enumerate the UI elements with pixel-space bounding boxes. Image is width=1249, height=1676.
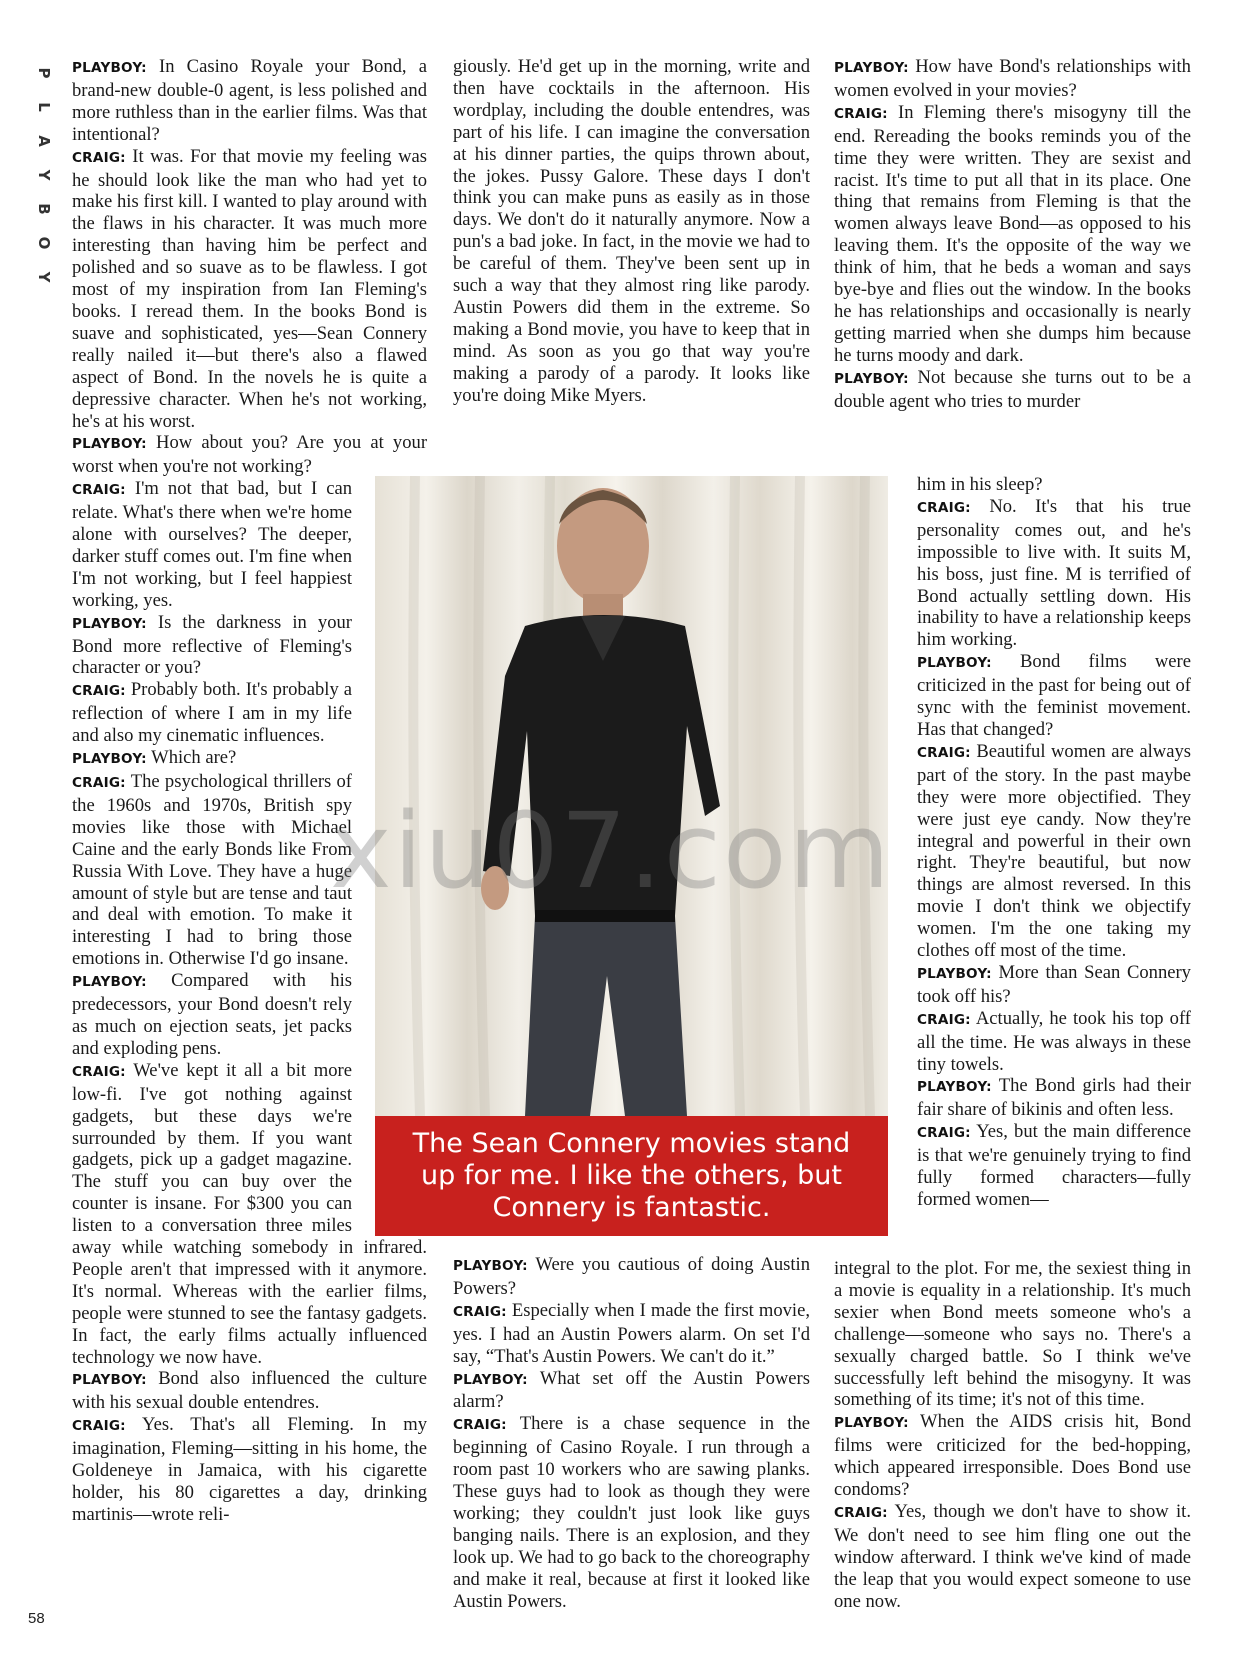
qa-paragraph bbox=[834, 1258, 1191, 1411]
pull-quote-text: The Sean Connery movies stand up for me. I like the others, but Connery is fantastic. bbox=[412, 1128, 851, 1223]
qa-paragraph bbox=[917, 1008, 1191, 1076]
speaker-label: PLAYBOY: bbox=[453, 1258, 528, 1274]
speaker-label: PLAYBOY: bbox=[72, 974, 147, 991]
speaker-label: CRAIG: bbox=[917, 1011, 971, 1028]
qa-paragraph bbox=[917, 474, 1191, 496]
speaker-label: PLAYBOY: bbox=[72, 751, 147, 768]
qa-text: Which are? bbox=[151, 747, 237, 769]
qa-text: Yes, but the main difference is that we're genuinely trying to find fully formed characters—fully formed women— bbox=[917, 1121, 1191, 1210]
column-2-top bbox=[453, 56, 810, 407]
qa-paragraph bbox=[917, 1121, 1191, 1211]
speaker-label: PLAYBOY: bbox=[917, 965, 992, 982]
speaker-label: CRAIG: bbox=[917, 499, 971, 516]
qa-text: Compared with his predecessors, your Bond doesn't rely as much on ejection seats, jet packs and exploding pens. bbox=[72, 970, 352, 1059]
speaker-label: PLAYBOY: bbox=[72, 60, 147, 76]
speaker-label: CRAIG: bbox=[834, 105, 888, 122]
qa-text: How have Bond's relationships with women evolved in your movies? bbox=[834, 56, 1191, 101]
qa-text: In Casino Royale your Bond, a brand-new double-0 agent, is less polished and more ruthless than in the earlier films. Was that intentional? bbox=[72, 56, 427, 145]
logo-letter: B bbox=[35, 203, 53, 215]
speaker-label: CRAIG: bbox=[917, 1125, 971, 1142]
qa-text: What set off the Austin Powers alarm? bbox=[453, 1367, 810, 1413]
qa-text: Not because she turns out to be a double agent who tries to murder bbox=[834, 366, 1191, 412]
qa-paragraph bbox=[917, 962, 1191, 1008]
qa-text: Actually, he took his top off all the time. He was always in these tiny towels. bbox=[917, 1007, 1191, 1075]
qa-paragraph bbox=[453, 1413, 810, 1612]
qa-text: No. It's that his true personality comes out, and he's impossible to live with. It suits M, his boss, just fine. M is terrified of Bond actually settling down. His inability to have a relationship keeps him working. bbox=[917, 495, 1191, 651]
qa-paragraph bbox=[917, 741, 1191, 962]
speaker-label: PLAYBOY: bbox=[72, 436, 147, 453]
qa-paragraph bbox=[834, 1411, 1191, 1501]
qa-paragraph bbox=[453, 1300, 810, 1368]
qa-text: integral to the plot. For me, the sexiest thing in a movie is equality in a relationship. It's much sexier when Bond meets someone who's a challenge—someone who says no. There's a sexually charged battle. So I think we've successfully left behind the misogyny. It was something of its time; it's not of this time. bbox=[834, 1258, 1191, 1411]
qa-text: The psychological thrillers of the 1960s and 1970s, British spy movies like those with Michael Caine and the early Bonds like From Russia With Love. They have a huge amount of style but are tense and taut and deal with emotion. To make it interesting I had to bring those emotions in. Otherwise I'd go insane. bbox=[72, 771, 353, 970]
qa-text: We've kept it all a bit more low-fi. I've got nothing against gadgets, but these days we're surrounded by them. If you want gadgets, pick up a gadget magazine. The stuff you can buy over the counter is insane. For $300 you can listen to a conversation three miles away while watching somebody in infrared. People aren't that impressed with it anymore. It's normal. Whereas with the earlier films, people were stunned to see the fantasy gadgets. In fact, the early films actually influenced technology we now have. bbox=[72, 1059, 427, 1368]
qa-text: It was. For that movie my feeling was he should look like the man who had yet to make his first kill. I wanted to play around with the flaws in his character. It was much more interesting than having him be perfect and polished and so suave as to be flawless. I got most of my inspiration from Ian Fleming's books. I reread them. In the books Bond is suave and sophisticated, yes—Sean Connery really nailed it—but there's also a flawed aspect of Bond. In the novels he is quite a depressive character. When he's not working, he's at his worst. bbox=[72, 145, 427, 432]
logo-letter: O bbox=[35, 236, 53, 250]
qa-text: More than Sean Connery took off his? bbox=[917, 961, 1191, 1007]
qa-text: Is the darkness in your Bond more reflective of Fleming's character or you? bbox=[72, 611, 353, 679]
qa-text: Especially when I made the first movie, yes. I had an Austin Powers alarm. On set I'd say, “That's Austin Powers. We can't do it.” bbox=[453, 1299, 810, 1367]
speaker-label: PLAYBOY: bbox=[834, 60, 909, 76]
speaker-label: CRAIG: bbox=[72, 1418, 126, 1435]
qa-paragraph bbox=[917, 496, 1191, 651]
qa-text: Bond films were criticized in the past for being out of sync with the feminist movement. Has that changed? bbox=[917, 651, 1192, 740]
pull-quote bbox=[375, 1116, 888, 1236]
logo-letter: Y bbox=[35, 169, 53, 181]
speaker-label: PLAYBOY: bbox=[917, 655, 992, 672]
qa-paragraph bbox=[72, 146, 427, 433]
magazine-vertical-logo bbox=[27, 56, 53, 294]
qa-paragraph bbox=[917, 651, 1191, 741]
qa-text: Yes. That's all Fleming. In my imagination, Fleming—sitting in his home, the Goldeneye in Jamaica, with his cigarette holder, his 80 cigarettes a day, drinking martinis—wrote reli- bbox=[72, 1414, 427, 1525]
qa-paragraph bbox=[72, 56, 427, 146]
speaker-label: CRAIG: bbox=[72, 1063, 126, 1080]
qa-paragraph bbox=[453, 1254, 810, 1300]
speaker-label: CRAIG: bbox=[453, 1417, 507, 1434]
speaker-label: CRAIG: bbox=[834, 1504, 888, 1521]
page-number: 58 bbox=[28, 1610, 45, 1627]
qa-paragraph bbox=[917, 1075, 1191, 1121]
qa-text: I'm not that bad, but I can relate. What's there when we're home alone with ourselves? The deeper, darker stuff comes out. I'm fine when I'm not working, but I feel happiest working, yes. bbox=[72, 478, 352, 611]
column-3-middle bbox=[917, 474, 1191, 1211]
qa-text: There is a chase sequence in the beginning of Casino Royale. I run through a room past 10 workers who are sawing planks. These guys had to look as though they were working; they couldn't just look like guys banging nails. There is an explosion, and they look up. We had to go back to the choreography and make it real, because at first it looked like Austin Powers. bbox=[453, 1413, 810, 1612]
qa-text: In Fleming there's misogyny till the end. Rereading the books reminds you of the time they were written. They are sexist and racist. It's time to put all that in its place. One thing that remains from Fleming is that the women always leave Bond—as opposed to his leaving them. It's the opposite of the way we think of him, that he beds a woman and says bye-bye and flies out the window. In the books he has relationships and occasionally is nearly getting married when she dumps him because he turns moody and dark. bbox=[834, 101, 1191, 366]
logo-letter: P bbox=[35, 67, 53, 79]
watermark-text: xiu07.com bbox=[330, 790, 892, 912]
speaker-label: PLAYBOY: bbox=[917, 1079, 992, 1096]
column-3-top bbox=[834, 56, 1191, 413]
qa-paragraph bbox=[834, 1501, 1191, 1613]
qa-paragraph bbox=[834, 102, 1191, 367]
speaker-label: CRAIG: bbox=[72, 683, 126, 700]
logo-letter: Y bbox=[35, 271, 53, 283]
column-3-bottom bbox=[834, 1258, 1191, 1613]
qa-text: him in his sleep? bbox=[917, 474, 1043, 495]
logo-letter: A bbox=[35, 135, 53, 147]
qa-paragraph bbox=[72, 1414, 427, 1526]
qa-paragraph bbox=[453, 1368, 810, 1414]
speaker-label: PLAYBOY: bbox=[834, 370, 909, 387]
qa-text: Bond also influenced the culture with his sexual double entendres. bbox=[72, 1368, 427, 1414]
speaker-label: PLAYBOY: bbox=[453, 1371, 528, 1388]
speaker-label: PLAYBOY: bbox=[72, 1372, 147, 1389]
qa-paragraph bbox=[834, 56, 1191, 102]
qa-text: When the AIDS crisis hit, Bond films were criticized for the bed-hopping, which appeared irresponsible. Does Bond use condoms? bbox=[834, 1411, 1191, 1501]
column-2-bottom bbox=[453, 1254, 810, 1613]
qa-text: Yes, though we don't have to show it. We don't need to see him fling one out the window afterward. I think we've kind of made the leap that you would expect someone to use one now. bbox=[834, 1500, 1191, 1612]
speaker-label: CRAIG: bbox=[72, 775, 126, 791]
qa-text: Probably both. It's probably a reflection of where I am in my life and also my cinematic influences. bbox=[72, 679, 352, 747]
speaker-label: CRAIG: bbox=[453, 1303, 507, 1320]
qa-text: How about you? Are you at your worst when you're not working? bbox=[72, 432, 428, 478]
qa-text: The Bond girls had their fair share of bikinis and often less. bbox=[917, 1075, 1191, 1121]
qa-text: Beautiful women are always part of the story. In the past maybe they were more objectified. They were just eye candy. Now they're integral and powerful in their own right. They're beautiful, but now things are almost reversed. In this movie I don't think we objectify women. I'm the one taking my clothes off most of the time. bbox=[917, 740, 1191, 962]
speaker-label: CRAIG: bbox=[72, 149, 126, 166]
qa-text: Were you cautious of doing Austin Powers? bbox=[453, 1254, 810, 1299]
speaker-label: CRAIG: bbox=[72, 482, 126, 499]
qa-paragraph bbox=[72, 1368, 427, 1414]
logo-letter: L bbox=[35, 102, 53, 112]
speaker-label: PLAYBOY: bbox=[834, 1415, 909, 1432]
qa-paragraph bbox=[834, 367, 1191, 413]
speaker-label: CRAIG: bbox=[917, 744, 971, 761]
speaker-label: PLAYBOY: bbox=[72, 615, 147, 632]
paragraph: giously. He'd get up in the morning, write and then have cocktails in the afternoon. His wordplay, including the double entendres, was part of his life. I can imagine the conversation at his dinner parties, the quips thrown about, the jokes. Pussy Galore. These days I don't think you can make puns as easily as in those days. We don't do it naturally anymore. Now a pun's a bad joke. In fact, in the movie we had to be careful of them. They've been sent up in such a way that they almost ring like parody. Austin Powers did them in the extreme. So making a Bond movie, you have to keep that in mind. As soon as you go that way you're making a parody of a parody. It looks like you're doing Mike Myers. bbox=[453, 56, 810, 406]
